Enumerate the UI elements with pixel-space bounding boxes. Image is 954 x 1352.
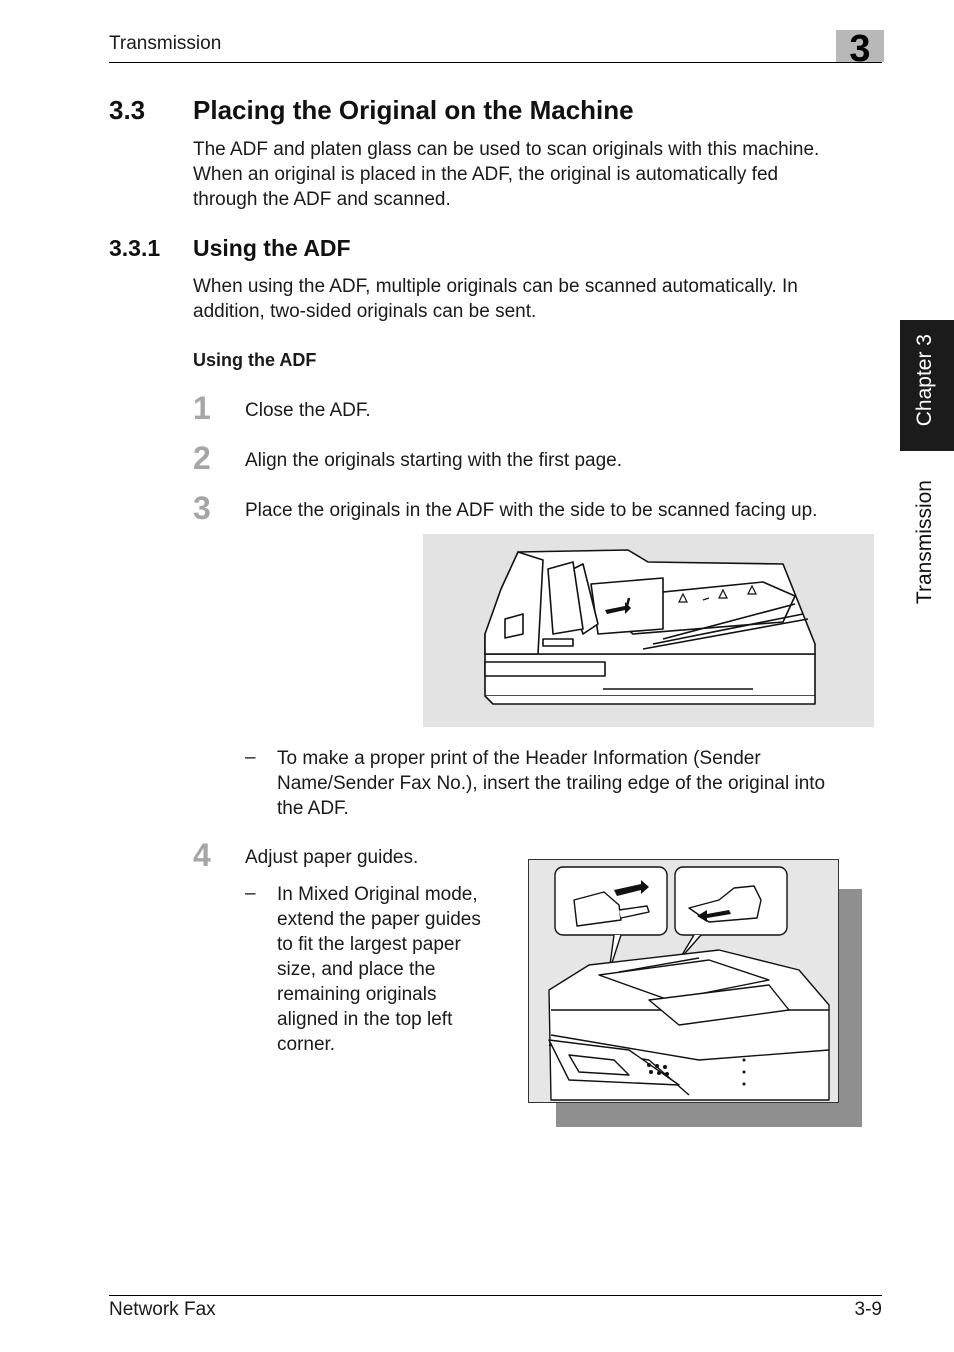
- section-intro-line: When an original is placed in the ADF, the original is automatically fed: [193, 164, 779, 185]
- note-line: the ADF.: [277, 798, 349, 819]
- step-number: 3: [193, 490, 211, 526]
- section-number: 3.3: [109, 95, 146, 125]
- section-intro-line: through the ADF and scanned.: [193, 189, 451, 210]
- paper-guide-illustration: [528, 859, 839, 1103]
- side-tab-section-label: Transmission: [913, 480, 936, 605]
- page-number: 3-9: [854, 1299, 882, 1320]
- adf-illustration: [423, 534, 874, 727]
- note-step3: [277, 746, 825, 821]
- subsection-title: Using the ADF: [193, 235, 351, 261]
- step-text: Adjust paper guides.: [245, 847, 419, 868]
- step-number: 4: [193, 837, 211, 873]
- note-dash: –: [245, 883, 256, 904]
- subsection-intro-line: addition, two-sided originals can be sent.: [193, 301, 537, 322]
- note-dash: –: [245, 747, 256, 768]
- note-line: size, and place the: [277, 959, 436, 980]
- subsection-intro: [193, 274, 798, 324]
- footer-rule: [109, 1295, 882, 1296]
- header-rule: [109, 62, 882, 63]
- note-line: to fit the largest paper: [277, 934, 461, 955]
- step-number: 2: [193, 440, 211, 476]
- step-text: Place the originals in the ADF with the side to be scanned facing up.: [245, 500, 818, 521]
- running-header-title: Transmission: [109, 33, 222, 54]
- paper-guide-line-drawing: [529, 860, 838, 1102]
- side-tab-chapter: [900, 320, 954, 451]
- step-text: Align the originals starting with the first page.: [245, 450, 623, 471]
- side-tab-chapter-label: Chapter 3: [913, 334, 936, 427]
- chapter-number: 3: [849, 28, 871, 70]
- step-text: Close the ADF.: [245, 400, 371, 421]
- adf-line-drawing: [423, 534, 874, 727]
- subsection-intro-line: When using the ADF, multiple originals can be scanned automatically. In: [193, 276, 798, 297]
- note-line: Name/Sender Fax No.), insert the trailing edge of the original into: [277, 773, 826, 794]
- section-intro-line: The ADF and platen glass can be used to scan originals with this machine.: [193, 139, 820, 160]
- note-line: aligned in the top left: [277, 1009, 453, 1030]
- note-line: In Mixed Original mode,: [277, 884, 478, 905]
- note-line: corner.: [277, 1034, 336, 1055]
- note-step4: [277, 882, 481, 1057]
- subsection-number: 3.3.1: [109, 235, 161, 261]
- footer-title: Network Fax: [109, 1299, 216, 1320]
- step-number: 1: [193, 390, 211, 426]
- note-line: remaining originals: [277, 984, 437, 1005]
- section-title: Placing the Original on the Machine: [193, 95, 634, 125]
- note-line: extend the paper guides: [277, 909, 481, 930]
- procedure-heading: Using the ADF: [193, 350, 317, 370]
- section-intro: [193, 137, 819, 212]
- note-line: To make a proper print of the Header Information (Sender: [277, 748, 761, 769]
